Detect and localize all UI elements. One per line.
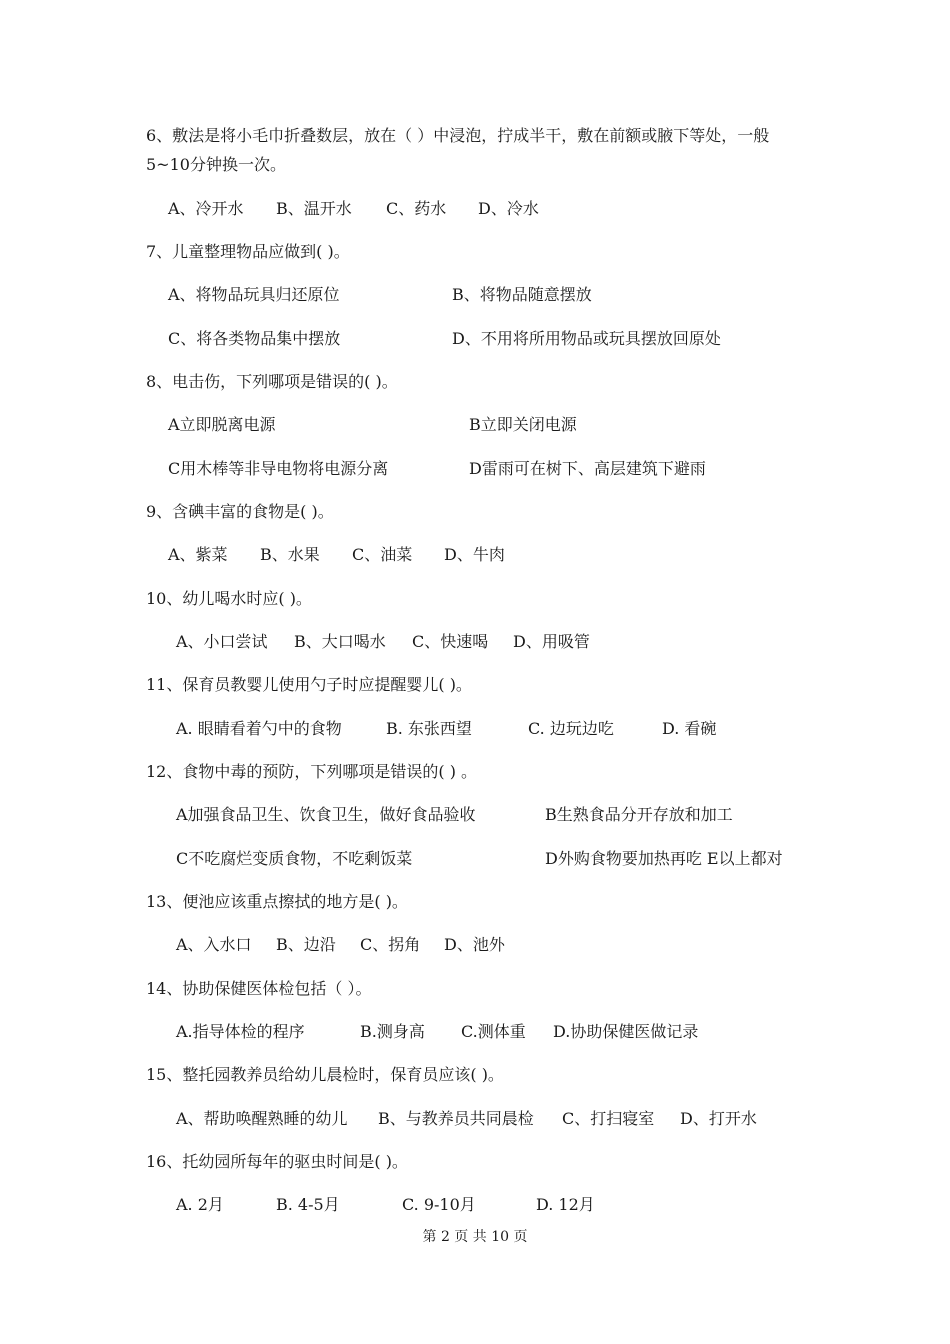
question-13: 13、便池应该重点擦拭的地方是( )。: [146, 892, 408, 911]
question-16-option-b: B. 4-5月: [276, 1195, 340, 1214]
question-8-option-c: C用木棒等非导电物将电源分离: [168, 459, 389, 478]
question-7: 7、儿童整理物品应做到( )。: [146, 242, 350, 261]
question-15-option-d: D、打开水: [680, 1109, 757, 1128]
question-16-option-d: D. 12月: [536, 1195, 595, 1214]
question-12-option-d: D外购食物要加热再吃 E以上都对: [545, 849, 783, 868]
question-15-option-a: A、帮助唤醒熟睡的幼儿: [176, 1109, 348, 1128]
question-7-option-d: D、不用将所用物品或玩具摆放回原处: [452, 329, 721, 348]
question-8-option-a: A立即脱离电源: [168, 415, 276, 434]
question-7-option-b: B、将物品随意摆放: [452, 285, 592, 304]
question-12: 12、食物中毒的预防，下列哪项是错误的( ) 。: [146, 762, 478, 781]
question-11-option-a: A. 眼睛看着勺中的食物: [176, 719, 342, 738]
question-10: 10、幼儿喝水时应( )。: [146, 589, 312, 608]
question-9-option-a: A、紫菜: [168, 545, 228, 564]
question-10-option-a: A、小口尝试: [176, 632, 268, 651]
question-8-option-d: D雷雨可在树下、高层建筑下避雨: [469, 459, 706, 478]
question-8: 8、电击伤，下列哪项是错误的( )。: [146, 372, 398, 391]
question-12-option-c: C不吃腐烂变质食物，不吃剩饭菜: [176, 849, 413, 868]
question-12-option-a: A加强食品卫生、饮食卫生，做好食品验收: [176, 805, 476, 824]
question-13-option-a: A、入水口: [176, 935, 252, 954]
question-7-option-a: A、将物品玩具归还原位: [168, 285, 340, 304]
question-9-option-b: B、水果: [260, 545, 320, 564]
question-11-option-b: B. 东张西望: [386, 719, 472, 738]
question-6-line-1: 6、敷法是将小毛巾折叠数层，放在（ ）中浸泡，拧成半干，敷在前额或腋下等处，一般: [146, 126, 770, 145]
question-6-line-2: 5~10分钟换一次。: [146, 155, 286, 174]
question-6-option-d: D、冷水: [478, 199, 539, 218]
page-number-footer: 第 2 页 共 10 页: [422, 1229, 528, 1245]
question-14: 14、协助保健医体检包括（ ）。: [146, 979, 372, 998]
question-6-option-b: B、温开水: [276, 199, 352, 218]
question-15-option-c: C、打扫寝室: [562, 1109, 655, 1128]
question-14-option-b: B.测身高: [360, 1022, 425, 1041]
question-16: 16、托幼园所每年的驱虫时间是( )。: [146, 1152, 408, 1171]
question-11-option-d: D. 看碗: [662, 719, 717, 738]
question-6-option-c: C、药水: [386, 199, 447, 218]
question-15: 15、整托园教养员给幼儿晨检时，保育员应该( )。: [146, 1065, 504, 1084]
question-11: 11、保育员教婴儿使用勺子时应提醒婴儿( )。: [146, 675, 472, 694]
question-13-option-c: C、拐角: [360, 935, 421, 954]
question-16-option-c: C. 9-10月: [402, 1195, 476, 1214]
question-11-option-c: C. 边玩边吃: [528, 719, 614, 738]
question-14-option-d: D.协助保健医做记录: [553, 1022, 699, 1041]
question-10-option-c: C、快速喝: [412, 632, 489, 651]
question-16-option-a: A. 2月: [176, 1195, 224, 1214]
question-10-option-d: D、用吸管: [513, 632, 590, 651]
question-13-option-d: D、池外: [444, 935, 505, 954]
question-6-option-a: A、冷开水: [168, 199, 244, 218]
question-15-option-b: B、与教养员共同晨检: [378, 1109, 534, 1128]
question-12-option-b: B生熟食品分开存放和加工: [545, 805, 733, 824]
question-9-option-c: C、油菜: [352, 545, 413, 564]
question-10-option-b: B、大口喝水: [294, 632, 386, 651]
question-13-option-b: B、边沿: [276, 935, 336, 954]
question-14-option-c: C.测体重: [461, 1022, 526, 1041]
question-8-option-b: B立即关闭电源: [469, 415, 577, 434]
question-9: 9、含碘丰富的食物是( )。: [146, 502, 334, 521]
question-9-option-d: D、牛肉: [444, 545, 505, 564]
question-14-option-a: A.指导体检的程序: [176, 1022, 305, 1041]
question-7-option-c: C、将各类物品集中摆放: [168, 329, 341, 348]
